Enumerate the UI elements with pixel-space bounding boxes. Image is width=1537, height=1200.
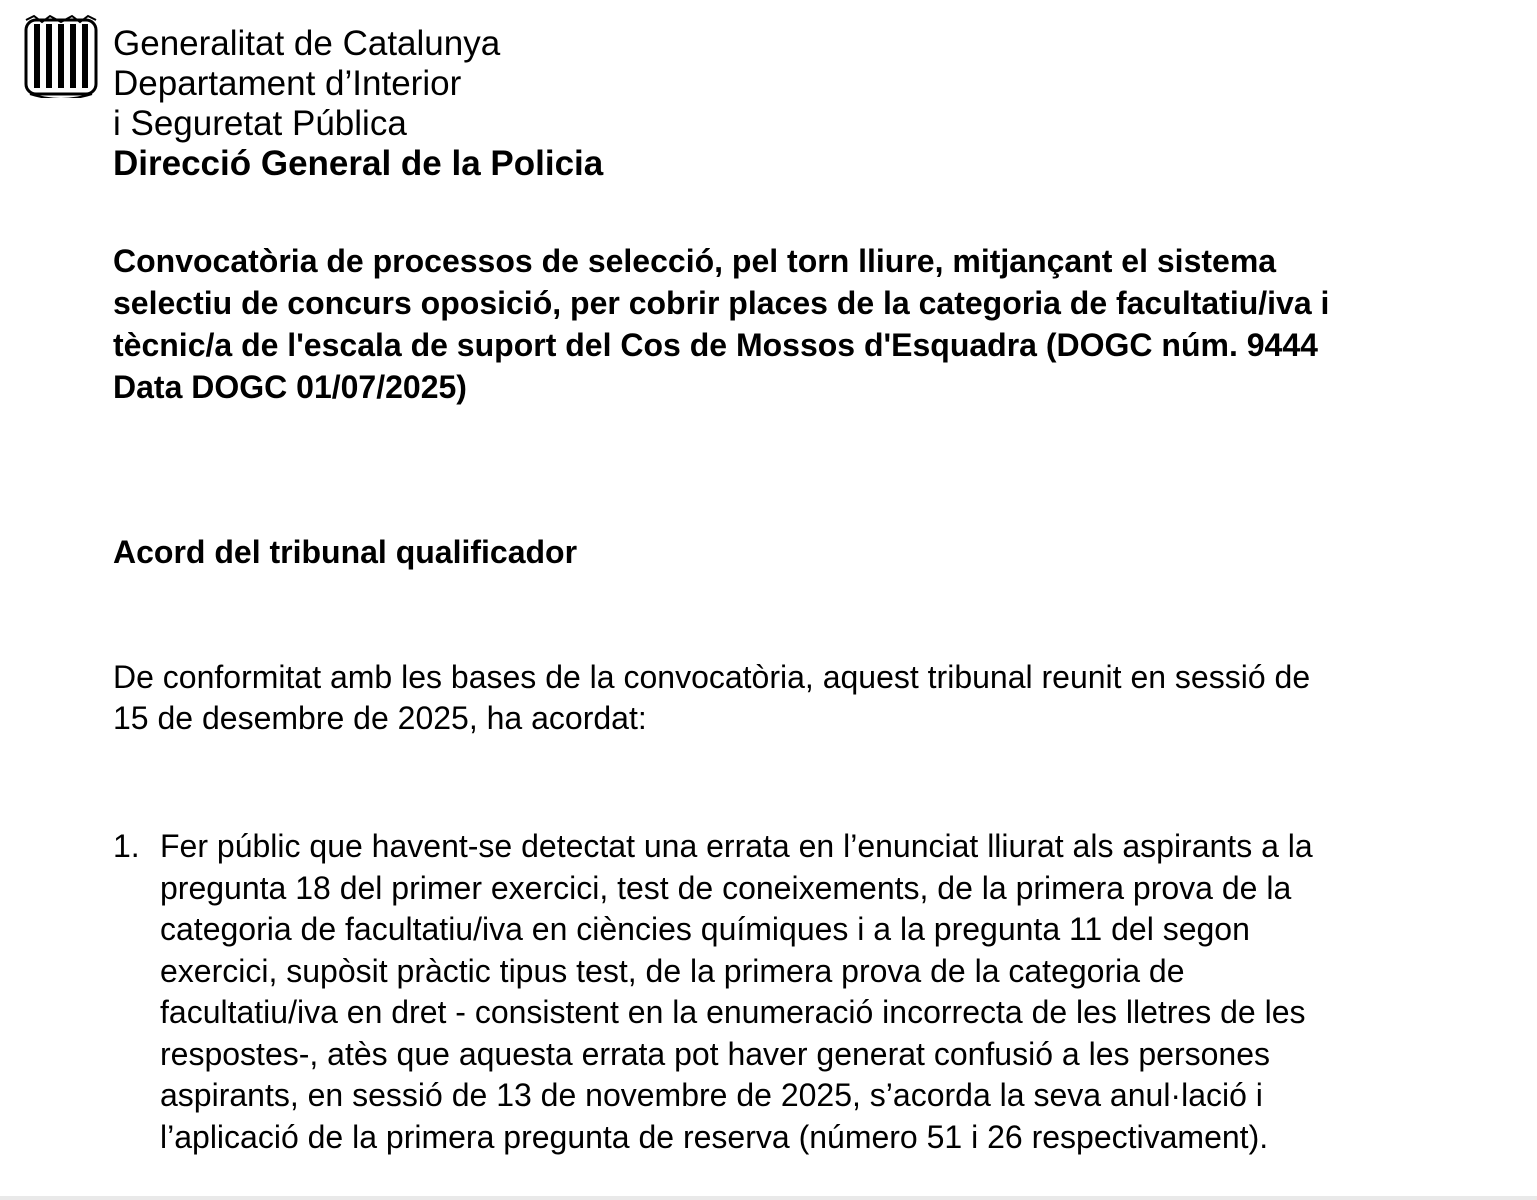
generalitat-logo-icon: [24, 14, 98, 98]
agreement-line: aspirants, en sessió de 13 de novembre de 2025, s’acorda la seva anul·lació i: [160, 1077, 1263, 1113]
department-name: Departament d’Interior: [113, 64, 462, 103]
agreement-line: respostes-, atès que aquesta errata pot haver generat confusió a les persones: [160, 1035, 1271, 1072]
title-line: selectiu de concurs oposició, per cobrir places de la categoria de facultatiu/iva i: [113, 285, 1330, 321]
issuer-block: [113, 24, 603, 184]
directorate-name: Direcció General de la Policia: [113, 144, 604, 183]
org-name: Generalitat de Catalunya: [113, 24, 501, 63]
agreement-line: categoria de facultatiu/iva en ciències químiques i a la pregunta 11 del segon: [160, 911, 1250, 947]
agreement-line: pregunta 18 del primer exercici, test de coneixements, de la primera prova de la: [160, 869, 1292, 906]
section-heading: Acord del tribunal qualificador: [113, 534, 578, 570]
intro-paragraph: [113, 657, 1310, 739]
intro-line: De conformitat amb les bases de la convocatòria, aquest tribunal reunit en sessió de: [113, 659, 1311, 695]
agreement-line: Fer públic que havent-se detectat una errata en l’enunciat lliurat als aspirants a la: [160, 828, 1313, 864]
agreement-line: facultatiu/iva en dret - consistent en la enumeració incorrecta de les lletres de les: [160, 994, 1306, 1030]
intro-line: 15 de desembre de 2025, ha acordat:: [113, 700, 647, 736]
title-line: Data DOGC 01/07/2025): [113, 369, 467, 405]
title-line: tècnic/a de l'escala de suport del Cos de Mossos d'Esquadra (DOGC núm. 9444: [113, 327, 1318, 363]
agreement-line: l’aplicació de la primera pregunta de reserva (número 51 i 26 respectivament).: [160, 1118, 1269, 1155]
agreement-text: [160, 826, 1313, 1158]
agreement-line: exercici, supòsit pràctic tipus test, de la primera prova de la categoria de: [160, 952, 1185, 989]
title-line: Convocatòria de processos de selecció, pel torn lliure, mitjançant el sistema: [113, 243, 1277, 279]
page-bottom-edge: [0, 1196, 1537, 1200]
document-title: [113, 240, 1513, 408]
agreement-number: 1.: [113, 828, 140, 864]
department-name-cont: i Seguretat Pública: [113, 104, 407, 143]
